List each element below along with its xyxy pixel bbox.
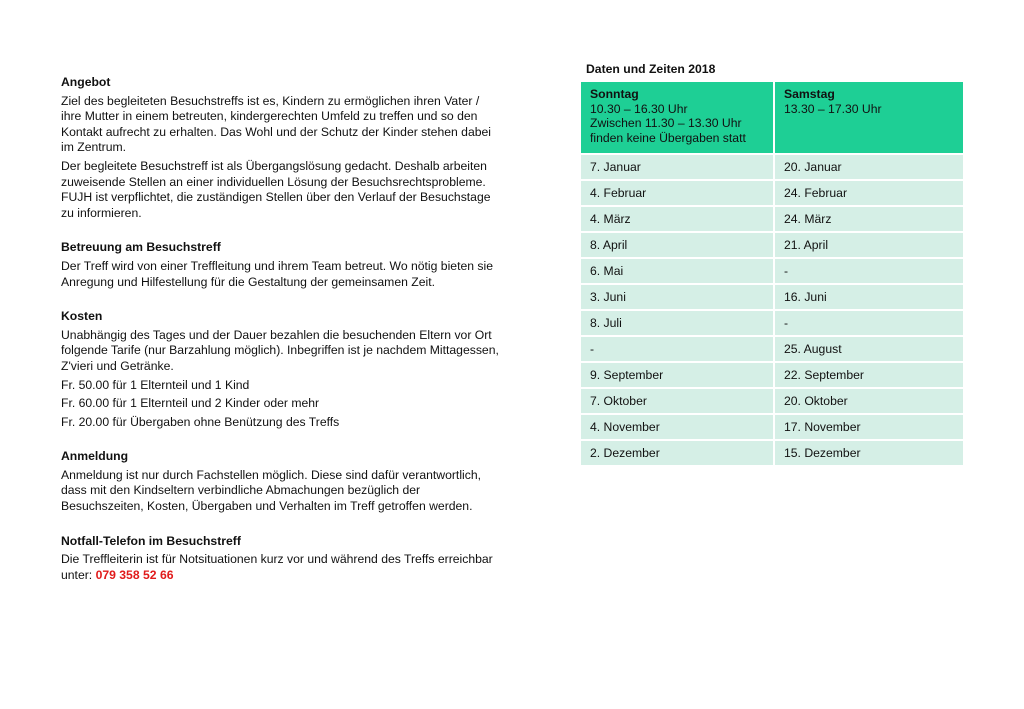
- schedule-row: [581, 155, 963, 181]
- saturday-date-cell: 24. Februar: [775, 181, 963, 207]
- schedule-row: [581, 363, 963, 389]
- section-heading: Anmeldung: [61, 449, 129, 464]
- schedule-row: [581, 233, 963, 259]
- tarif-line: Fr. 50.00 für 1 Elternteil und 1 Kind: [61, 377, 250, 392]
- tarif-line: Fr. 20.00 für Übergaben ohne Benützung des Treffs: [61, 414, 340, 429]
- sunday-date-cell: -: [581, 337, 775, 363]
- saturday-date-cell: 15. Dezember: [775, 441, 963, 467]
- paragraph: Der begleitete Besuchstreff ist als Übergangslösung gedacht. Deshalb arbeiten zuweisende Stellen an einer individuellen Lösung der Besuchsrechtsprobleme. FUJH ist verpflichtet, die zuständigen Stellen über den Verlauf der Besuchstage zu informieren.: [61, 158, 491, 220]
- schedule-panel: [581, 62, 963, 467]
- schedule-row: [581, 389, 963, 415]
- sunday-note: Zwischen 11.30 – 13.30 Uhr: [590, 116, 742, 130]
- schedule-row: [581, 259, 963, 285]
- saturday-time: 13.30 – 17.30 Uhr: [784, 101, 882, 116]
- section-betreuung: [61, 240, 501, 290]
- saturday-date-cell: 24. März: [775, 207, 963, 233]
- paragraph: Unabhängig des Tages und der Dauer bezahlen die besuchenden Eltern vor Ort folgende Tarife (nur Barzahlung möglich). Inbegriffen ist je nachdem Mittagessen, Z'vieri und Getränke.: [61, 327, 499, 373]
- saturday-label: Samstag: [784, 87, 835, 101]
- saturday-date-cell: 25. August: [775, 337, 963, 363]
- sunday-date-cell: 9. September: [581, 363, 775, 389]
- schedule-row: [581, 181, 963, 207]
- paragraph: Anmeldung ist nur durch Fachstellen möglich. Diese sind dafür verantwortlich, dass mit den Kindseltern verbindliche Abmachungen bezüglich der Besuchszeiten, Kosten, Übergaben und Verhalten im Treff getroffen werden.: [61, 467, 481, 514]
- sunday-header: [581, 82, 775, 155]
- schedule-row: [581, 285, 963, 311]
- sunday-date-cell: 4. März: [581, 207, 775, 233]
- schedule-row: [581, 441, 963, 467]
- saturday-date-cell: 22. September: [775, 363, 963, 389]
- saturday-date-cell: 16. Juni: [775, 285, 963, 311]
- section-anmeldung: [61, 449, 501, 514]
- section-heading: Kosten: [61, 309, 103, 324]
- paragraph: Der Treff wird von einer Treffleitung und ihrem Team betreut. Wo nötig bieten sie Anregung und Hilfestellung für die Gestaltung der gemeinsamen Zeit.: [61, 258, 493, 289]
- sunday-date-cell: 4. Februar: [581, 181, 775, 207]
- sunday-date-cell: 2. Dezember: [581, 441, 775, 467]
- saturday-header: [775, 82, 963, 155]
- saturday-date-cell: 20. Oktober: [775, 389, 963, 415]
- paragraph: Ziel des begleiteten Besuchstreffs ist es, Kindern zu ermöglichen ihren Vater / ihre Mutter in einem betreuten, kindergerechten Umfeld zu treffen und so den Kontakt aufrecht zu erhalten. Das Wohl und der Schutz der Kinder stehen dabei im Zentrum.: [61, 93, 491, 155]
- saturday-date-cell: 17. November: [775, 415, 963, 441]
- emergency-phone-number: 079 358 52 66: [95, 567, 174, 582]
- tarif-line: Fr. 60.00 für 1 Elternteil und 2 Kinder oder mehr: [61, 396, 320, 411]
- schedule-row: [581, 207, 963, 233]
- saturday-date-cell: -: [775, 311, 963, 337]
- schedule-row: [581, 337, 963, 363]
- section-heading: Notfall-Telefon im Besuchstreff: [61, 533, 241, 548]
- paragraph: [61, 552, 501, 583]
- sunday-date-cell: 3. Juni: [581, 285, 775, 311]
- sunday-date-cell: 8. April: [581, 233, 775, 259]
- schedule-row: [581, 415, 963, 441]
- schedule-row: [581, 311, 963, 337]
- section-heading: Betreuung am Besuchstreff: [61, 240, 221, 255]
- sunday-date-cell: 7. Oktober: [581, 389, 775, 415]
- sunday-date-cell: 7. Januar: [581, 155, 775, 181]
- schedule-title: Daten und Zeiten 2018: [586, 62, 716, 76]
- saturday-date-cell: 20. Januar: [775, 155, 963, 181]
- saturday-date-cell: 21. April: [775, 233, 963, 259]
- section-heading: Angebot: [61, 75, 111, 89]
- notfall-text: Die Treffleiterin ist für Notsituationen kurz vor und während des Treffs erreichbar unter:: [61, 552, 493, 582]
- schedule-header-row: [581, 82, 963, 155]
- sunday-note: finden keine Übergaben statt: [590, 130, 746, 145]
- sunday-date-cell: 8. Juli: [581, 311, 775, 337]
- saturday-date-cell: -: [775, 259, 963, 285]
- sunday-date-cell: 6. Mai: [581, 259, 775, 285]
- schedule-table: [581, 82, 963, 467]
- left-column: [61, 75, 501, 602]
- section-angebot: [61, 75, 501, 221]
- sunday-date-cell: 4. November: [581, 415, 775, 441]
- section-kosten: [61, 309, 501, 430]
- section-notfall: [61, 534, 501, 584]
- sunday-label: Sonntag: [590, 87, 639, 101]
- sunday-time: 10.30 – 16.30 Uhr: [590, 101, 688, 116]
